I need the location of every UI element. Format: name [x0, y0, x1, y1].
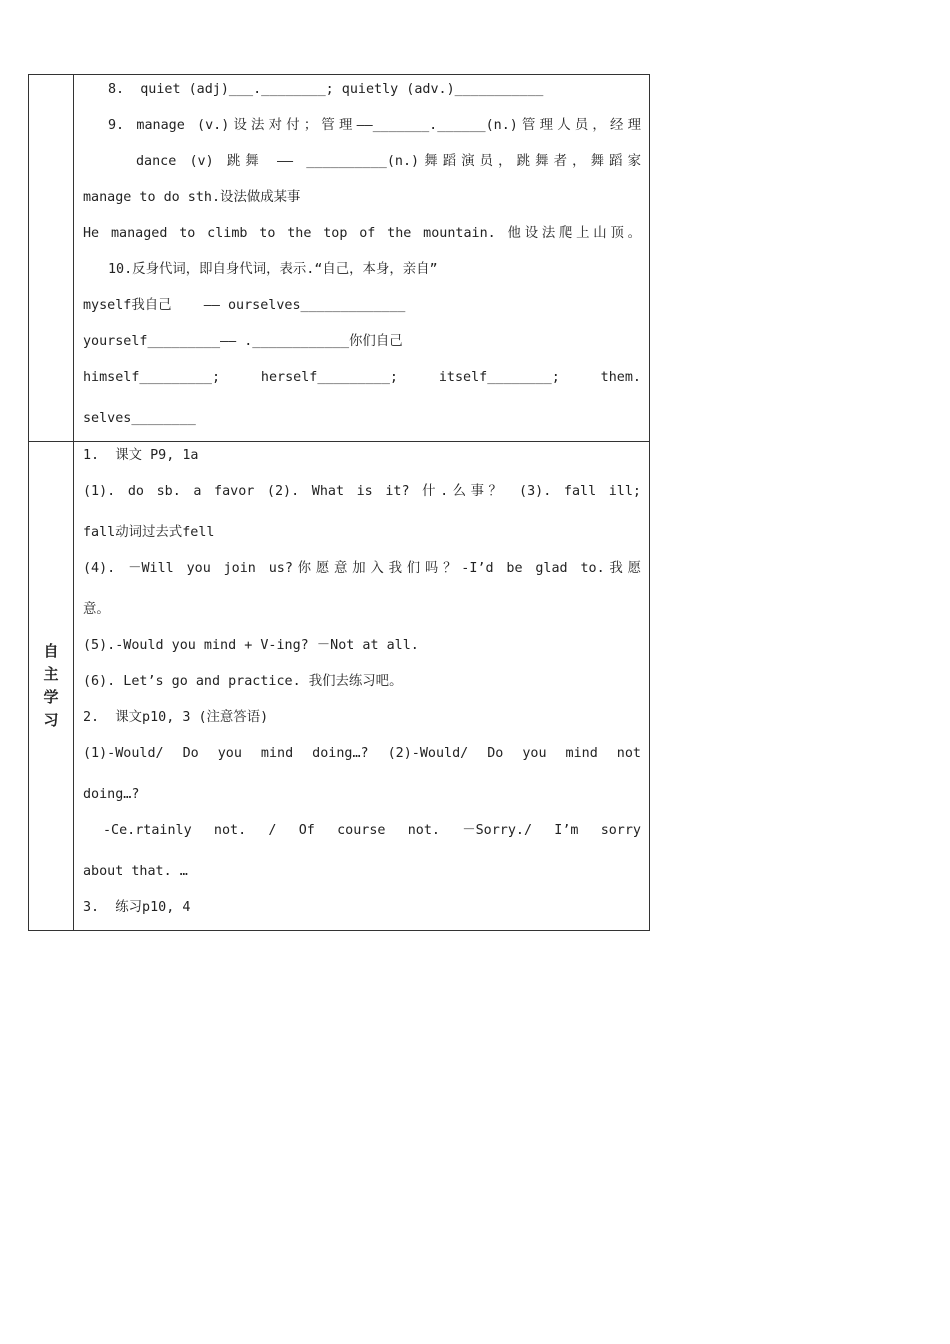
vocab-line-dance: dance (v) 跳舞 —— __________(n.)舞蹈演员，跳舞者，舞蹈家 [136, 154, 641, 169]
vocab-line-himself: himself_________; herself_________; itself________; them. [83, 370, 641, 385]
study-line-12: about that. … [83, 864, 188, 879]
vocab-line-reflexive-title: 10.反身代词，即自身代词，表示.“自己，本身，亲自” [108, 262, 438, 277]
vocab-line-manage-to-do: manage to do sth.设法做成某事 [83, 190, 301, 205]
vocab-row [29, 75, 650, 442]
vocab-line-selves: selves________ [83, 411, 196, 426]
label-char: 学 [43, 688, 59, 706]
study-line-10: doing…? [83, 787, 140, 802]
study-line-13: 3. 练习p10, 4 [83, 900, 191, 915]
vocab-line-myself: myself我自己 —— ourselves_____________ [83, 298, 406, 313]
study-line-8: 2. 课文p10, 3 (注意答语) [83, 710, 269, 725]
vocab-label-cell [29, 75, 74, 442]
study-line-5: 意。 [83, 602, 110, 617]
study-line-4: (4). －Will you join us?你愿意加入我们吗？-I’d be glad to.我愿 [83, 561, 641, 576]
self-study-content-cell [74, 442, 650, 931]
self-study-label-cell [29, 442, 74, 931]
vocab-line-quiet: 8. quiet (adj)___.________; quietly (adv.)___________ [108, 82, 544, 97]
vocab-line-example: He managed to climb to the top of the mountain. 他设法爬上山顶。 [83, 226, 641, 241]
worksheet [28, 74, 650, 931]
study-line-6: (5).-Would you mind + V-ing? －Not at all. [83, 638, 419, 653]
vocab-content-cell [74, 75, 650, 442]
study-line-3: fall动词过去式fell [83, 525, 215, 540]
label-char: 习 [43, 711, 59, 729]
label-char: 主 [43, 665, 59, 683]
vocab-line-yourself: yourself_________—— .____________你们自己 [83, 334, 403, 349]
self-study-row [29, 442, 650, 931]
study-line-9: (1)-Would/ Do you mind doing…? (2)-Would/ Do you mind not [83, 746, 641, 761]
study-line-1: 1. 课文 P9, 1a [83, 448, 199, 463]
label-char: 自 [43, 642, 59, 660]
study-line-7: (6). Let’s go and practice. 我们去练习吧。 [83, 674, 403, 689]
worksheet-table [28, 74, 650, 931]
study-line-2: (1). do sb. a favor (2). What is it? 什.么事？ (3). fall ill; [83, 484, 641, 499]
study-line-11: -Ce.rtainly not. / Of course not. －Sorry./ I’m sorry [103, 823, 641, 838]
self-study-label [42, 640, 60, 732]
vocab-line-manage: 9. manage (v.)设法对付；管理——_______.______(n.)管理人员，经理 [108, 118, 641, 133]
